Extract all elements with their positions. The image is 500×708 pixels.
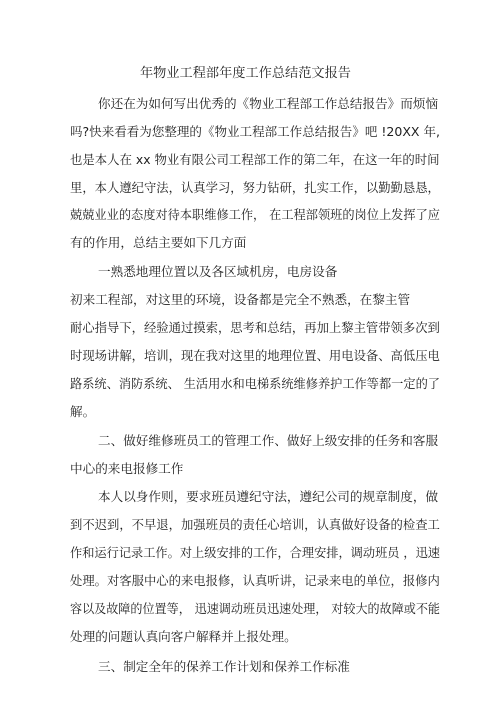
paragraph-line: 里，本人遵纪守法，认真学习，努力钻研，扎实工作，以勤勤恳恳，: [70, 180, 440, 195]
paragraph-line: 耐心指导下，经验通过摸索，思考和总结，再加上黎主管带领多次到: [70, 320, 440, 335]
paragraph-line: 作和运行记录工作。对上级安排的工作，合理安排，调动班员 ，迅速: [70, 545, 440, 560]
paragraph-line: 解。: [70, 404, 96, 419]
paragraph-line: 你还在为如何写出优秀的《物业工程部工作总结报告》而烦恼: [98, 96, 439, 111]
paragraph-line: 吗?快来看看为您整理的《物业工程部工作总结报告》吧 !20XX 年,: [70, 124, 441, 139]
section-heading: 中心的来电报修工作: [70, 461, 184, 476]
paragraph-line: 初来工程部，对这里的环境，设备都是完全不熟悉，在黎主管: [70, 292, 411, 307]
paragraph-line: 路系统、消防系统、 生活用水和电梯系统维修养护工作等都一定的了: [70, 376, 440, 391]
paragraph-line: 有的作用，总结主要如下几方面: [70, 235, 247, 250]
paragraph-line: 也是本人在 xx 物业有限公司工程部工作的第二年，在这一年的时间: [70, 152, 440, 167]
paragraph-line: 兢兢业业的态度对待本职维修工作， 在工程部领班的岗位上发挥了应: [70, 207, 440, 222]
section-heading: 二、做好维修班员工的管理工作、做好上级安排的任务和客服: [98, 433, 439, 448]
paragraph-line: 容以及故障的位置等， 迅速调动班员迅速处理， 对较大的故障或不能: [70, 601, 441, 616]
paragraph-line: 本人以身作则，要求班员遵纪守法，遵纪公司的规章制度，做: [98, 489, 439, 504]
paragraph-line: 处理。对客服中心的来电报修，认真听讲，记录来电的单位，报修内: [70, 573, 440, 588]
document-title: 年物业工程部年度工作总结范文报告: [140, 66, 351, 81]
paragraph-line: 到不迟到，不早退，加强班员的责任心培训，认真做好设备的检查工: [70, 517, 440, 532]
paragraph-line: 处理的问题认真向客户解释并上报处理。: [70, 629, 297, 644]
paragraph-line: 时现场讲解，培训，现在我对这里的地理位置、用电设备、高低压电: [70, 348, 440, 363]
section-heading: 三、制定全年的保养工作计划和保养工作标准: [98, 659, 350, 674]
section-heading: 一熟悉地理位置以及各区域机房，电房设备: [98, 264, 338, 279]
